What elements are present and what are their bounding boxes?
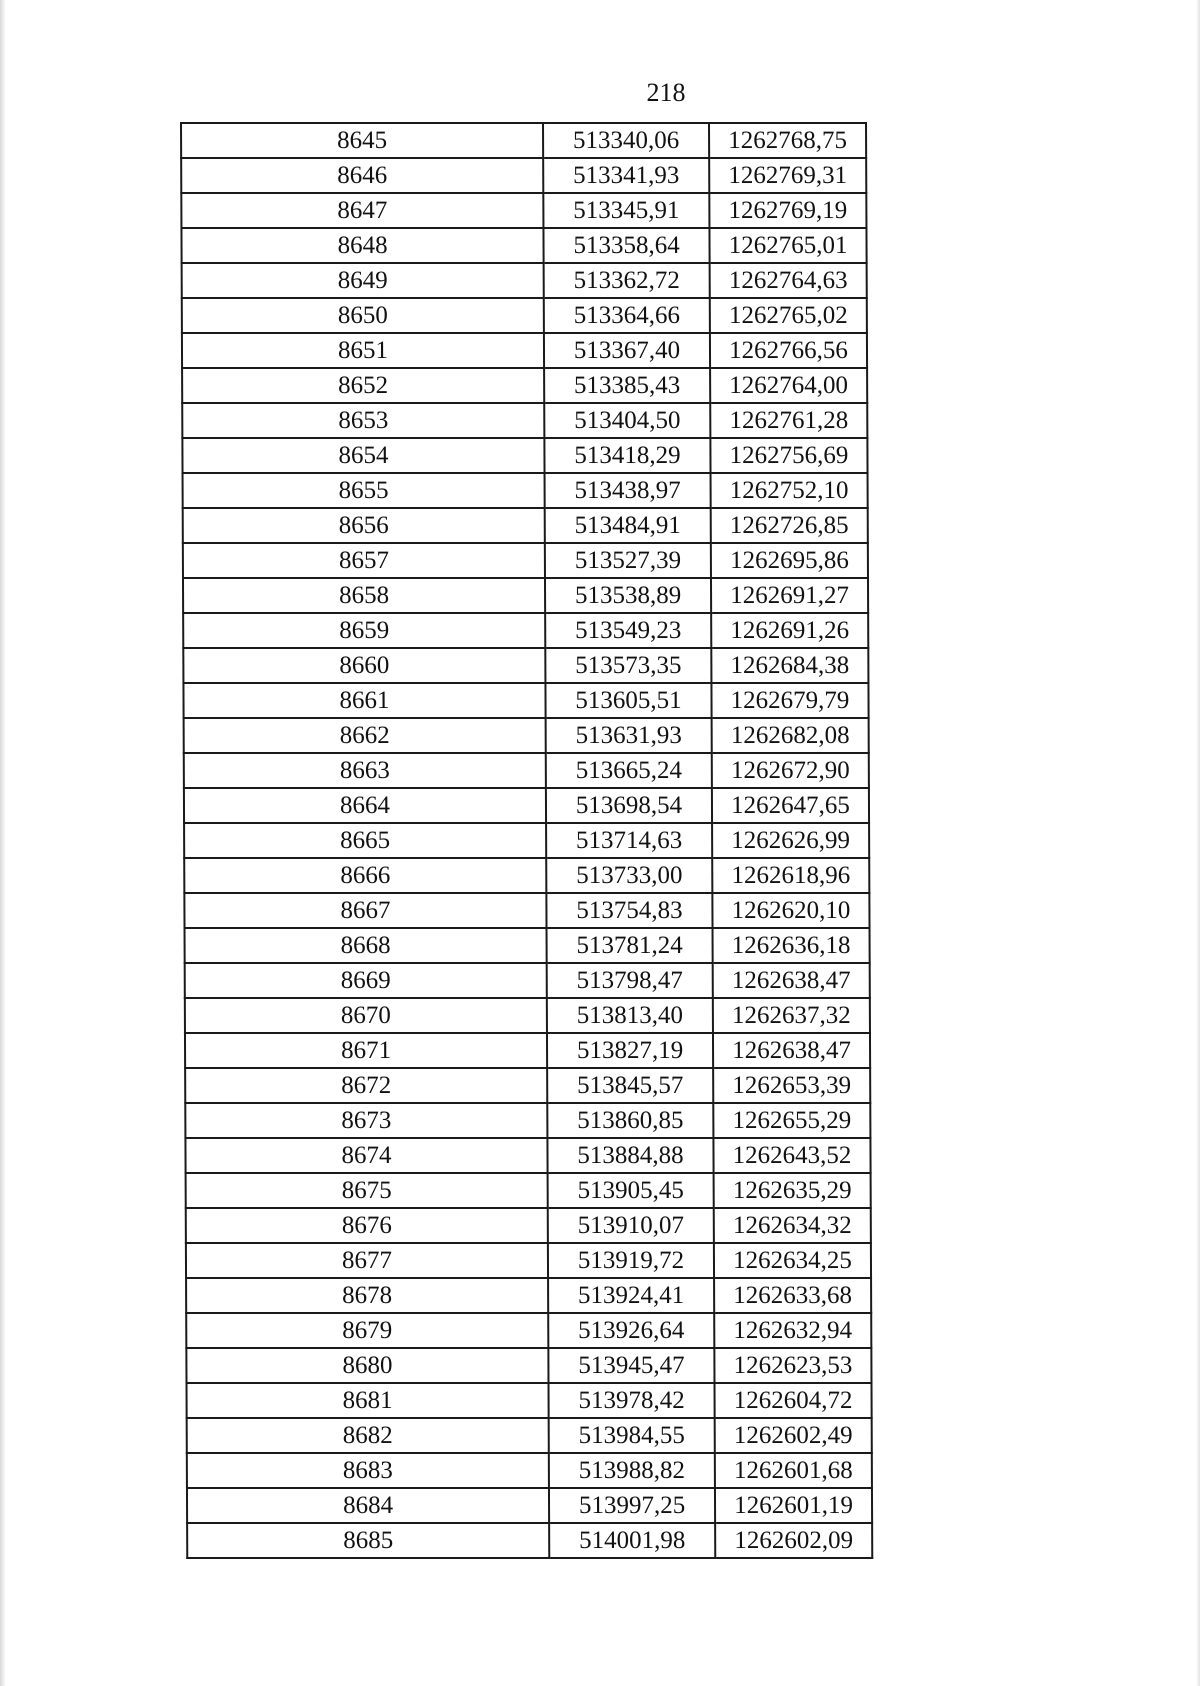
table-row (181, 123, 866, 158)
coordinates-table (180, 122, 873, 1559)
y-coordinate-cell: 1262634,25 (714, 1243, 871, 1278)
point-number-cell: 8681 (187, 1383, 549, 1418)
point-number-cell: 8677 (186, 1243, 548, 1278)
point-number-cell: 8667 (184, 893, 546, 928)
y-coordinate-cell: 1262764,63 (710, 263, 867, 298)
x-coordinate-cell: 513341,93 (543, 158, 709, 193)
table-row (183, 578, 868, 613)
table-row (183, 473, 868, 508)
y-coordinate-cell: 1262765,02 (710, 298, 867, 333)
x-coordinate-cell: 513573,35 (545, 648, 711, 683)
point-number-cell: 8666 (184, 858, 546, 893)
table-row (182, 333, 867, 368)
x-coordinate-cell: 513827,19 (547, 1033, 713, 1068)
y-coordinate-cell: 1262638,47 (713, 1033, 870, 1068)
point-number-cell: 8649 (182, 263, 544, 298)
table-row (187, 1453, 872, 1488)
point-number-cell: 8680 (186, 1348, 548, 1383)
point-number-cell: 8682 (187, 1418, 549, 1453)
table-row (185, 1068, 870, 1103)
point-number-cell: 8670 (185, 998, 547, 1033)
y-coordinate-cell: 1262634,32 (714, 1208, 871, 1243)
x-coordinate-cell: 513988,82 (549, 1453, 715, 1488)
table-row (184, 893, 869, 928)
x-coordinate-cell: 513733,00 (546, 858, 712, 893)
table-row (187, 1488, 872, 1523)
y-coordinate-cell: 1262633,68 (714, 1278, 871, 1313)
x-coordinate-cell: 513340,06 (543, 123, 709, 158)
x-coordinate-cell: 513860,85 (547, 1103, 713, 1138)
point-number-cell: 8647 (181, 193, 543, 228)
table-row (186, 1208, 871, 1243)
scan-edge-left (0, 0, 6, 1686)
table-row (181, 193, 866, 228)
y-coordinate-cell: 1262761,28 (710, 403, 867, 438)
y-coordinate-cell: 1262691,27 (711, 578, 868, 613)
point-number-cell: 8659 (183, 613, 545, 648)
table-row (181, 158, 866, 193)
x-coordinate-cell: 513884,88 (547, 1138, 713, 1173)
table-row (181, 228, 866, 263)
y-coordinate-cell: 1262691,26 (711, 613, 868, 648)
x-coordinate-cell: 513484,91 (545, 508, 711, 543)
point-number-cell: 8650 (182, 298, 544, 333)
point-number-cell: 8669 (185, 963, 547, 998)
point-number-cell: 8661 (183, 683, 545, 718)
point-number-cell: 8648 (181, 228, 543, 263)
table-row (185, 998, 870, 1033)
point-number-cell: 8683 (187, 1453, 549, 1488)
point-number-cell: 8660 (183, 648, 545, 683)
y-coordinate-cell: 1262643,52 (713, 1138, 870, 1173)
y-coordinate-cell: 1262769,19 (709, 193, 866, 228)
point-number-cell: 8679 (186, 1313, 548, 1348)
x-coordinate-cell: 513631,93 (546, 718, 712, 753)
x-coordinate-cell: 513781,24 (547, 928, 713, 963)
y-coordinate-cell: 1262638,47 (713, 963, 870, 998)
point-number-cell: 8664 (184, 788, 546, 823)
point-number-cell: 8676 (186, 1208, 548, 1243)
x-coordinate-cell: 513997,25 (549, 1488, 715, 1523)
x-coordinate-cell: 513978,42 (549, 1383, 715, 1418)
point-number-cell: 8646 (181, 158, 543, 193)
x-coordinate-cell: 513845,57 (547, 1068, 713, 1103)
table-row (182, 263, 867, 298)
table-row (186, 1173, 871, 1208)
table-row (187, 1523, 872, 1558)
table-row (186, 1348, 871, 1383)
point-number-cell: 8668 (185, 928, 547, 963)
point-number-cell: 8678 (186, 1278, 548, 1313)
y-coordinate-cell: 1262752,10 (711, 473, 868, 508)
point-number-cell: 8652 (182, 368, 544, 403)
x-coordinate-cell: 513438,97 (545, 473, 711, 508)
x-coordinate-cell: 513905,45 (548, 1173, 714, 1208)
x-coordinate-cell: 513924,41 (548, 1278, 714, 1313)
y-coordinate-cell: 1262672,90 (712, 753, 869, 788)
table-row (184, 753, 869, 788)
y-coordinate-cell: 1262602,09 (715, 1523, 872, 1558)
y-coordinate-cell: 1262601,68 (715, 1453, 872, 1488)
x-coordinate-cell: 513364,66 (544, 298, 710, 333)
y-coordinate-cell: 1262695,86 (711, 543, 868, 578)
x-coordinate-cell: 513527,39 (545, 543, 711, 578)
table-row (185, 1138, 870, 1173)
y-coordinate-cell: 1262623,53 (714, 1348, 871, 1383)
y-coordinate-cell: 1262637,32 (713, 998, 870, 1033)
y-coordinate-cell: 1262764,00 (710, 368, 867, 403)
x-coordinate-cell: 513665,24 (546, 753, 712, 788)
point-number-cell: 8657 (183, 543, 545, 578)
point-number-cell: 8663 (184, 753, 546, 788)
y-coordinate-cell: 1262604,72 (715, 1383, 872, 1418)
point-number-cell: 8665 (184, 823, 546, 858)
y-coordinate-cell: 1262768,75 (709, 123, 866, 158)
y-coordinate-cell: 1262618,96 (712, 858, 869, 893)
point-number-cell: 8671 (185, 1033, 547, 1068)
x-coordinate-cell: 513919,72 (548, 1243, 714, 1278)
point-number-cell: 8654 (182, 438, 544, 473)
y-coordinate-cell: 1262682,08 (712, 718, 869, 753)
y-coordinate-cell: 1262632,94 (714, 1313, 871, 1348)
x-coordinate-cell: 513345,91 (543, 193, 709, 228)
point-number-cell: 8674 (185, 1138, 547, 1173)
table-row (185, 928, 870, 963)
x-coordinate-cell: 513367,40 (544, 333, 710, 368)
point-number-cell: 8656 (183, 508, 545, 543)
y-coordinate-cell: 1262679,79 (711, 683, 868, 718)
x-coordinate-cell: 513984,55 (549, 1418, 715, 1453)
table-row (185, 1033, 870, 1068)
point-number-cell: 8685 (187, 1523, 549, 1558)
x-coordinate-cell: 513754,83 (546, 893, 712, 928)
x-coordinate-cell: 514001,98 (549, 1523, 715, 1558)
y-coordinate-cell: 1262626,99 (712, 823, 869, 858)
y-coordinate-cell: 1262769,31 (709, 158, 866, 193)
x-coordinate-cell: 513813,40 (547, 998, 713, 1033)
x-coordinate-cell: 513714,63 (546, 823, 712, 858)
x-coordinate-cell: 513926,64 (548, 1313, 714, 1348)
table-row (184, 788, 869, 823)
point-number-cell: 8655 (183, 473, 545, 508)
point-number-cell: 8673 (185, 1103, 547, 1138)
x-coordinate-cell: 513605,51 (545, 683, 711, 718)
x-coordinate-cell: 513404,50 (544, 403, 710, 438)
scan-edge-right (1196, 0, 1200, 1686)
y-coordinate-cell: 1262765,01 (709, 228, 866, 263)
y-coordinate-cell: 1262653,39 (713, 1068, 870, 1103)
y-coordinate-cell: 1262684,38 (711, 648, 868, 683)
table-row (182, 403, 867, 438)
x-coordinate-cell: 513945,47 (548, 1348, 714, 1383)
point-number-cell: 8651 (182, 333, 544, 368)
y-coordinate-cell: 1262655,29 (713, 1103, 870, 1138)
y-coordinate-cell: 1262766,56 (710, 333, 867, 368)
y-coordinate-cell: 1262635,29 (714, 1173, 871, 1208)
point-number-cell: 8653 (182, 403, 544, 438)
table-row (184, 718, 869, 753)
x-coordinate-cell: 513362,72 (544, 263, 710, 298)
y-coordinate-cell: 1262726,85 (711, 508, 868, 543)
x-coordinate-cell: 513910,07 (548, 1208, 714, 1243)
x-coordinate-cell: 513549,23 (545, 613, 711, 648)
table-row (182, 438, 867, 473)
page-number: 218 (646, 78, 686, 107)
y-coordinate-cell: 1262601,19 (715, 1488, 872, 1523)
table-row (186, 1278, 871, 1313)
x-coordinate-cell: 513358,64 (543, 228, 709, 263)
table-row (184, 858, 869, 893)
table-row (187, 1418, 872, 1453)
table-row (182, 298, 867, 333)
coordinates-table-body (181, 123, 872, 1558)
point-number-cell: 8658 (183, 578, 545, 613)
y-coordinate-cell: 1262620,10 (712, 893, 869, 928)
table-row (186, 1313, 871, 1348)
x-coordinate-cell: 513798,47 (547, 963, 713, 998)
table-row (185, 1103, 870, 1138)
table-row (185, 963, 870, 998)
table-row (186, 1243, 871, 1278)
table-row (182, 368, 867, 403)
x-coordinate-cell: 513418,29 (544, 438, 710, 473)
point-number-cell: 8684 (187, 1488, 549, 1523)
y-coordinate-cell: 1262636,18 (713, 928, 870, 963)
table-row (183, 543, 868, 578)
point-number-cell: 8645 (181, 123, 543, 158)
table-row (184, 823, 869, 858)
y-coordinate-cell: 1262602,49 (715, 1418, 872, 1453)
y-coordinate-cell: 1262756,69 (710, 438, 867, 473)
x-coordinate-cell: 513698,54 (546, 788, 712, 823)
table-row (183, 613, 868, 648)
y-coordinate-cell: 1262647,65 (712, 788, 869, 823)
x-coordinate-cell: 513385,43 (544, 368, 710, 403)
table-row (183, 683, 868, 718)
point-number-cell: 8675 (186, 1173, 548, 1208)
table-row (183, 508, 868, 543)
table-row (183, 648, 868, 683)
table-row (187, 1383, 872, 1418)
x-coordinate-cell: 513538,89 (545, 578, 711, 613)
point-number-cell: 8672 (185, 1068, 547, 1103)
point-number-cell: 8662 (184, 718, 546, 753)
